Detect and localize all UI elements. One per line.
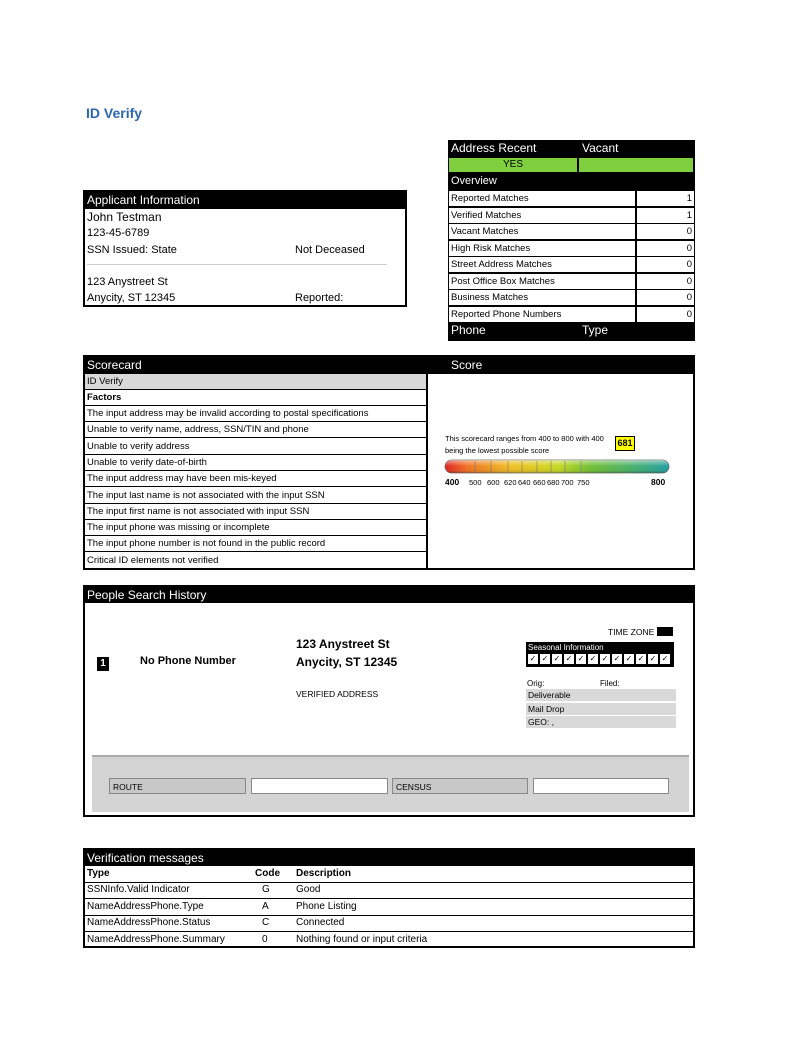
result-city: Anycity, ST 12345 <box>296 655 398 669</box>
seasonal-check-cell: ✓ <box>649 654 657 663</box>
deceased-status: Not Deceased <box>295 244 365 256</box>
overview-row-value: 0 <box>637 290 694 305</box>
applicant-panel <box>83 190 407 307</box>
overview-row-value: 0 <box>637 241 694 256</box>
applicant-city: Anycity, ST 12345 <box>87 292 176 304</box>
factor-item: The input last name is not associated with the input SSN <box>85 488 426 504</box>
route-label: ROUTE <box>109 778 246 794</box>
overview-row-value: 1 <box>637 208 694 223</box>
address-recent-header: Address Recent <box>451 141 537 155</box>
verification-row <box>85 915 693 932</box>
factor-item: Critical ID elements not verified <box>85 553 426 569</box>
orig-label: Orig: <box>527 679 545 688</box>
seasonal-check-cell: ✓ <box>541 654 549 663</box>
seasonal-check-cell: ✓ <box>553 654 561 663</box>
ssn-issued: SSN Issued: State <box>87 244 177 256</box>
phone-number: No Phone Number <box>140 655 236 667</box>
verification-header: Verification messages <box>85 850 695 866</box>
seasonal-check-cell: ✓ <box>589 654 597 663</box>
gauge-tick-label: 500 <box>469 478 482 487</box>
factor-item: The input address may be invalid according to postal specifications <box>85 406 426 422</box>
overview-row <box>448 208 695 224</box>
overview-row-value: 0 <box>637 307 694 322</box>
verification-description: Nothing found or input criteria <box>296 933 428 945</box>
verification-code: G <box>262 884 270 895</box>
score-gauge <box>443 458 673 492</box>
gauge-tick-label: 680 <box>547 478 560 487</box>
verification-code: A <box>262 900 269 912</box>
result-street: 123 Anystreet St <box>296 637 390 651</box>
gauge-tick-label: 640 <box>518 478 531 487</box>
address-status: VERIFIED ADDRESS <box>296 689 379 699</box>
verification-description: Connected <box>296 917 345 928</box>
seasonal-info-box <box>526 642 674 667</box>
people-search-panel <box>83 585 695 817</box>
gauge-tick-label: 600 <box>487 478 500 487</box>
range-text-line-2: being the lowest possible score <box>445 446 550 455</box>
overview-row-label: Verified Matches <box>449 208 635 223</box>
geo-row: GEO: , <box>526 716 676 728</box>
model-name: ID Verify <box>85 374 426 390</box>
scorecard-header <box>85 357 695 374</box>
overview-row-label: Reported Matches <box>449 191 635 206</box>
time-zone-label: TIME ZONE <box>608 627 655 637</box>
scorecard-label: Scorecard <box>87 358 142 372</box>
verification-code: 0 <box>262 933 268 945</box>
seasonal-check-cell: ✓ <box>601 654 609 663</box>
gauge-min-label: 400 <box>445 477 460 487</box>
factor-item: Unable to verify date-of-birth <box>85 455 426 471</box>
gauge-tick-label: 620 <box>504 478 517 487</box>
seasonal-check-cell: ✓ <box>661 654 669 663</box>
overview-row-label: Street Address Matches <box>449 257 635 272</box>
factor-item: The input phone number is not found in the public record <box>85 536 426 552</box>
applicant-ssn: 123-45-6789 <box>87 227 150 239</box>
census-label: CENSUS <box>392 778 528 794</box>
score-label: Score <box>451 358 483 372</box>
gauge-tick-label: 700 <box>561 478 574 487</box>
overview-row-label: Reported Phone Numbers <box>449 307 635 322</box>
route-value-field <box>251 778 388 794</box>
score-divider <box>426 374 428 570</box>
census-value-field <box>533 778 669 794</box>
score-range-text <box>445 433 604 457</box>
scorecard-panel <box>83 355 695 570</box>
verification-column-headers <box>85 866 693 883</box>
applicant-name: John Testman <box>87 210 162 224</box>
result-index-badge: 1 <box>97 657 109 671</box>
col-description: Description <box>296 868 352 879</box>
divider <box>87 264 387 265</box>
verification-panel <box>83 848 695 948</box>
overview-row <box>448 307 695 323</box>
address-overview-table <box>448 140 695 341</box>
verification-row <box>85 899 693 916</box>
gauge-shine <box>445 460 669 473</box>
verification-type: NameAddressPhone.Status <box>87 917 211 928</box>
overview-row-value: 0 <box>637 274 694 289</box>
verification-code: C <box>262 917 270 928</box>
phone-header: Phone <box>451 323 486 337</box>
overview-row <box>448 191 695 207</box>
page-title: ID Verify <box>86 105 143 121</box>
gauge-tick-label: 750 <box>577 478 590 487</box>
reported-label: Reported: <box>295 292 344 304</box>
overview-row <box>448 290 695 306</box>
time-zone-value <box>657 627 673 636</box>
verification-row <box>85 882 693 899</box>
overview-row-label: Business Matches <box>449 290 635 305</box>
verification-type: NameAddressPhone.Summary <box>87 933 225 945</box>
gauge-max-label: 800 <box>651 477 666 487</box>
overview-row-value: 0 <box>637 257 694 272</box>
applicant-header: Applicant Information <box>85 192 405 209</box>
verification-row <box>85 932 693 948</box>
seasonal-check-cell: ✓ <box>577 654 585 663</box>
seasonal-check-cell: ✓ <box>529 654 537 663</box>
col-type: Type <box>87 868 110 879</box>
overview-row-label: Post Office Box Matches <box>449 274 635 289</box>
verification-type: SSNInfo.Valid Indicator <box>87 884 190 895</box>
overview-row-value: 0 <box>637 224 694 239</box>
route-census-bar <box>92 755 689 812</box>
vacant-value <box>579 158 693 172</box>
gauge-tick-label: 660 <box>533 478 546 487</box>
factor-item: The input first name is not associated with input SSN <box>85 504 426 520</box>
factor-item: Unable to verify address <box>85 439 426 455</box>
verification-description: Good <box>296 884 321 895</box>
address-recent-value: YES <box>449 158 577 172</box>
overview-row-label: Vacant Matches <box>449 224 635 239</box>
seasonal-check-cell: ✓ <box>613 654 621 663</box>
overview-row <box>448 224 695 240</box>
verification-type: NameAddressPhone.Type <box>87 900 204 912</box>
verification-description: Phone Listing <box>296 900 357 912</box>
vacant-header: Vacant <box>582 141 619 155</box>
overview-row-value: 1 <box>637 191 694 206</box>
applicant-street: 123 Anystreet St <box>87 276 168 288</box>
filed-label: Filed: <box>600 679 620 688</box>
people-search-header: People Search History <box>85 587 695 603</box>
overview-row <box>448 274 695 290</box>
col-code: Code <box>255 868 280 879</box>
factors-label: Factors <box>85 390 426 406</box>
seasonal-check-cell: ✓ <box>565 654 573 663</box>
score-value-badge: 681 <box>615 436 635 451</box>
range-text-line-1: This scorecard ranges from 400 to 800 with 400 <box>445 434 604 443</box>
mail-drop-row: Mail Drop <box>526 703 676 715</box>
overview-label: Overview <box>451 175 497 187</box>
factor-item: Unable to verify name, address, SSN/TIN and phone <box>85 422 426 438</box>
factor-item: The input phone was missing or incomplete <box>85 520 426 536</box>
type-header: Type <box>582 323 609 337</box>
overview-row <box>448 257 695 273</box>
deliverable-row: Deliverable <box>526 689 676 701</box>
factor-item: The input address may have been mis-keyed <box>85 471 426 487</box>
overview-row-label: High Risk Matches <box>449 241 635 256</box>
overview-row <box>448 241 695 257</box>
seasonal-label: Seasonal Information <box>528 643 604 652</box>
seasonal-check-cell: ✓ <box>625 654 633 663</box>
seasonal-check-cell: ✓ <box>637 654 645 663</box>
